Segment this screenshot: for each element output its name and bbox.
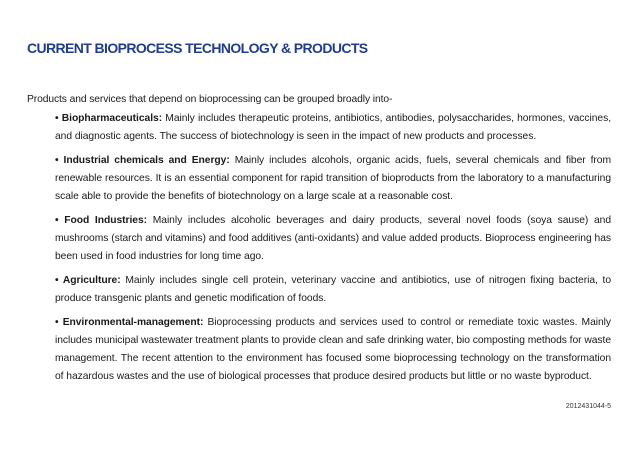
intro-paragraph: Products and services that depend on bioprocessing can be grouped broadly into- — [27, 94, 393, 105]
item-text: Mainly includes single cell protein, veterinary vaccine and antibiotics, use of nitrogen fixing bacteria, to produce transgenic plants and genetic modification of foods. — [55, 275, 612, 304]
item-text: Mainly includes alcoholic beverages and dairy products, several novel foods (soya sause) and mushrooms (starch and vitamins) and food additives (anti-oxidants) and value added products. Bioprocess engineering has been used in food industries for long time ago. — [55, 215, 611, 262]
list-item-industrial-chemicals — [55, 152, 611, 206]
list-item-food-industries — [55, 212, 611, 266]
page-footer-id: 2012431044-5 — [565, 403, 611, 410]
item-heading: • Biopharmaceuticals: — [55, 113, 163, 124]
item-heading: • Environmental-management: — [55, 317, 204, 328]
item-text: Mainly includes alcohols, organic acids, fuels, several chemicals and fiber from renewable resources. It is an essential component for rapid transition of bioproducts from the laboratory to a manufacturing scale able to provide the benefits of biotechnology on a large scale at a reasonable cost. — [55, 155, 612, 202]
list-item-biopharmaceuticals — [55, 110, 611, 146]
bullet-list — [55, 110, 611, 392]
list-item-environmental-management — [55, 314, 611, 386]
item-heading: • Agriculture: — [55, 275, 121, 286]
item-heading: • Industrial chemicals and Energy: — [55, 155, 230, 166]
list-item-agriculture — [55, 272, 611, 308]
item-text: Bioprocessing products and services used to control or remediate toxic wastes. Mainly includes municipal wastewater treatment plants to provide clean and safe drinking water, bio composting methods for waste management. The recent attention to the environment has focused some bioprocessing technology on the transformation of hazardous wastes and the use of biological processes that produce desired products but little or no waste byproduct. — [55, 317, 612, 382]
item-text: Mainly includes therapeutic proteins, antibiotics, antibodies, polysaccharides, hormones, vaccines, and diagnostic agents. The success of biotechnology is seen in the impact of new products and processes. — [55, 113, 612, 142]
item-heading: • Food Industries: — [55, 215, 148, 226]
page-title: CURRENT BIOPROCESS TECHNOLOGY & PRODUCTS — [27, 40, 368, 56]
